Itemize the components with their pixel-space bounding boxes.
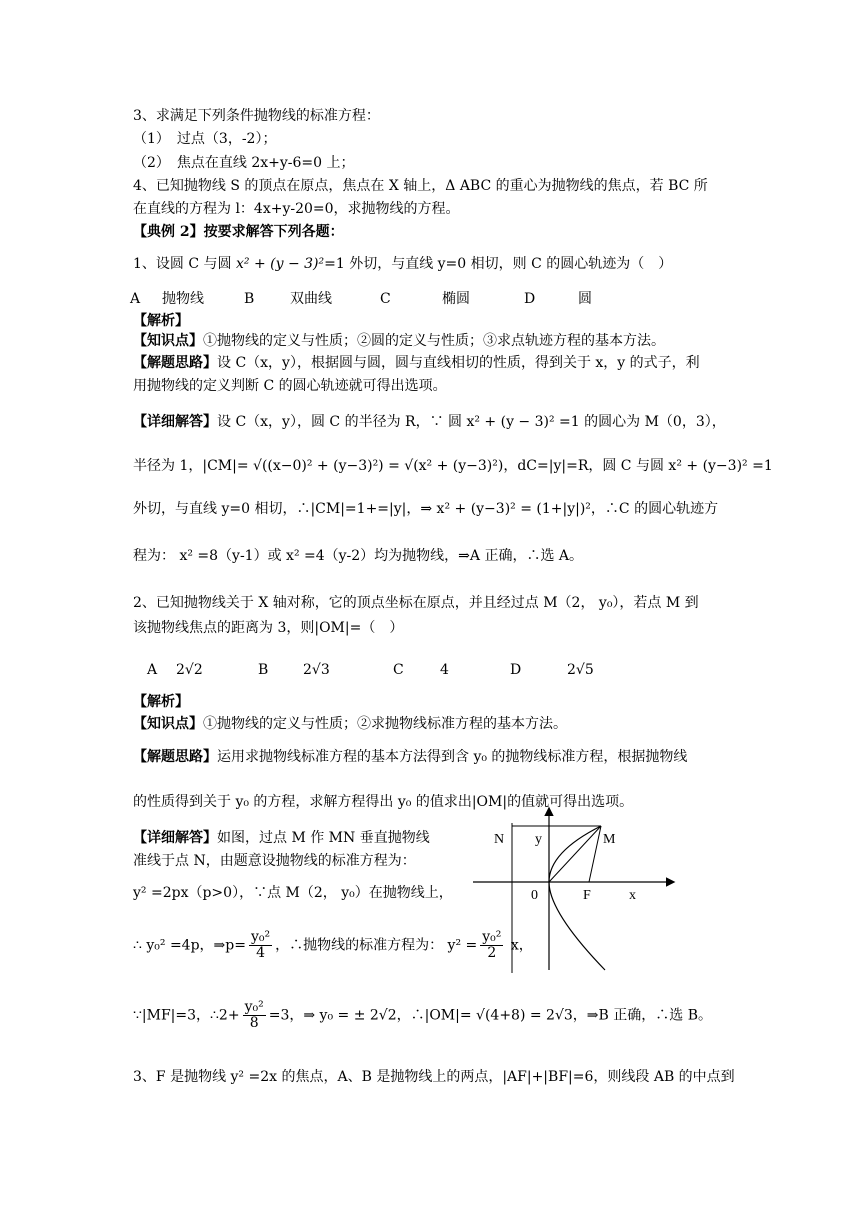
opt2-b-letter: B bbox=[258, 662, 269, 678]
label-f: F bbox=[583, 888, 591, 903]
detail-2a: 【详细解答】如图，过点 M 作 MN 垂直抛物线 bbox=[133, 830, 430, 846]
knowledge-2: 【知识点】①抛物线的定义与性质；②求抛物线标准方程的基本方法。 bbox=[133, 716, 567, 732]
opt1-b-letter: B bbox=[244, 291, 255, 307]
parabola-figure bbox=[465, 805, 725, 975]
label-n: N bbox=[494, 832, 505, 847]
approach-2b: 的性质得到关于 y₀ 的方程，求解方程得出 y₀ 的值求出|OM|的值就可得出选项。 bbox=[133, 794, 634, 810]
line-q3-1: （1） 过点（3，-2）； bbox=[133, 131, 277, 147]
fraction-y0sq-over-8: $\frac{\text{y₀²}}{8}$ bbox=[244, 999, 264, 1031]
label-m: M bbox=[603, 832, 616, 847]
detail-1d: 程为： x² =8（y-1）或 x² =4（y-2）均为抛物线，⇒A 正确，∴选 A。 bbox=[133, 548, 584, 564]
opt1-b-text: 双曲线 bbox=[290, 291, 332, 307]
detail-2c: y² =2px（p>0），∵点 M（2， y₀）在抛物线上， bbox=[133, 885, 453, 901]
opt2-a-text: 2√2 bbox=[176, 662, 203, 678]
question-1: 1、设圆 C 与圆 x² + (y − 3)²=1 外切，与直线 y=0 相切，则 C 的圆心轨迹为（ ） bbox=[133, 256, 673, 272]
opt2-c-text: 4 bbox=[440, 662, 449, 678]
example-2-heading: 【典例 2】按要求解答下列各题： bbox=[133, 224, 344, 240]
opt1-d-text: 圆 bbox=[578, 291, 592, 307]
approach-1a: 【解题思路】设 C（x，y），根据圆与圆，圆与直线相切的性质，得到关于 x，y 的式子，利 bbox=[133, 355, 700, 371]
question-3: 3、F 是抛物线 y² =2x 的焦点，A、B 是抛物线上的两点，|AF|+|BF|=6，则线段 AB 的中点到 bbox=[133, 1069, 735, 1085]
line-q3: 3、求满足下列条件抛物线的标准方程： bbox=[133, 108, 380, 124]
label-o: 0 bbox=[531, 888, 538, 903]
line-q3-2: （2） 焦点在直线 2x+y-6=0 上； bbox=[133, 155, 355, 171]
opt2-c-letter: C bbox=[393, 662, 404, 678]
approach-1b: 用抛物线的定义判断 C 的圆心轨迹就可得出选项。 bbox=[133, 378, 447, 394]
opt1-c-text: 椭圆 bbox=[442, 291, 470, 307]
opt2-d-letter: D bbox=[510, 662, 522, 678]
detail-1c: 外切，与直线 y=0 相切，∴|CM|=1+=|y|，⇒ x² + (y−3)² = (1+|y|)²，∴C 的圆心轨迹方 bbox=[133, 501, 719, 517]
detail-1a: 【详细解答】设 C（x，y），圆 C 的半径为 R，∵ 圆 x² + (y − 3)² =1 的圆心为 M（0，3）， bbox=[133, 414, 726, 430]
fraction-y0sq-over-4: $\frac{\text{y₀²}}{4}$ bbox=[250, 929, 271, 961]
segment-mf bbox=[589, 826, 601, 882]
opt2-a-letter: A bbox=[147, 662, 158, 678]
detail-2e: ∵|MF|=3，∴2+ $\frac{\text{y₀²}}{8}$ =3，⇒ y₀ = ± 2√2，∴|OM|= √(4+8) = 2√3，⇒B 正确，∴选 B。 bbox=[133, 999, 712, 1031]
question-2b: 该抛物线焦点的距离为 3，则|OM|=（ ） bbox=[133, 620, 404, 636]
label-y: y bbox=[535, 832, 542, 847]
question-2a: 2、已知抛物线关于 X 轴对称，它的顶点坐标在原点，并且经过点 M（2， y₀），若点 M 到 bbox=[133, 595, 699, 611]
knowledge-1: 【知识点】①抛物线的定义与性质；②圆的定义与性质；③求点轨迹方程的基本方法。 bbox=[133, 333, 665, 349]
label-x: x bbox=[629, 888, 636, 903]
opt2-d-text: 2√5 bbox=[567, 662, 594, 678]
fraction-y0sq-over-2: $\frac{\text{y₀²}}{2}$ bbox=[482, 929, 502, 961]
detail-2d: ∴ y₀² =4p，⇒p= $\frac{\text{y₀²}}{4}$ ，∴抛物线的标准方程为： y² = $\frac{\text{y₀²}}{2}$ x， bbox=[133, 929, 533, 961]
opt2-b-text: 2√3 bbox=[303, 662, 330, 678]
analysis-heading-2: 【解析】 bbox=[133, 694, 189, 710]
opt1-a-letter: A bbox=[130, 291, 141, 307]
opt1-a-text: 抛物线 bbox=[162, 291, 204, 307]
line-q4b: 在直线的方程为 l：4x+y-20=0，求抛物线的方程。 bbox=[133, 201, 460, 217]
opt1-c-letter: C bbox=[380, 291, 391, 307]
detail-2b: 准线于点 N，由题意设抛物线的标准方程为： bbox=[133, 853, 416, 869]
opt1-d-letter: D bbox=[524, 291, 536, 307]
approach-2a: 【解题思路】运用求抛物线标准方程的基本方法得到含 y₀ 的抛物线标准方程，根据抛物线 bbox=[133, 749, 688, 765]
line-q4a: 4、已知抛物线 S 的顶点在原点，焦点在 X 轴上，Δ ABC 的重心为抛物线的焦点，若 BC 所 bbox=[133, 178, 708, 194]
analysis-heading-1: 【解析】 bbox=[133, 313, 189, 329]
segment-om bbox=[549, 826, 601, 882]
detail-1b: 半径为 1，|CM|= √((x−0)² + (y−3)²) = √(x² + (y−3)²)，dC=|y|=R，圆 C 与圆 x² + (y−3)² =1 bbox=[133, 458, 773, 474]
